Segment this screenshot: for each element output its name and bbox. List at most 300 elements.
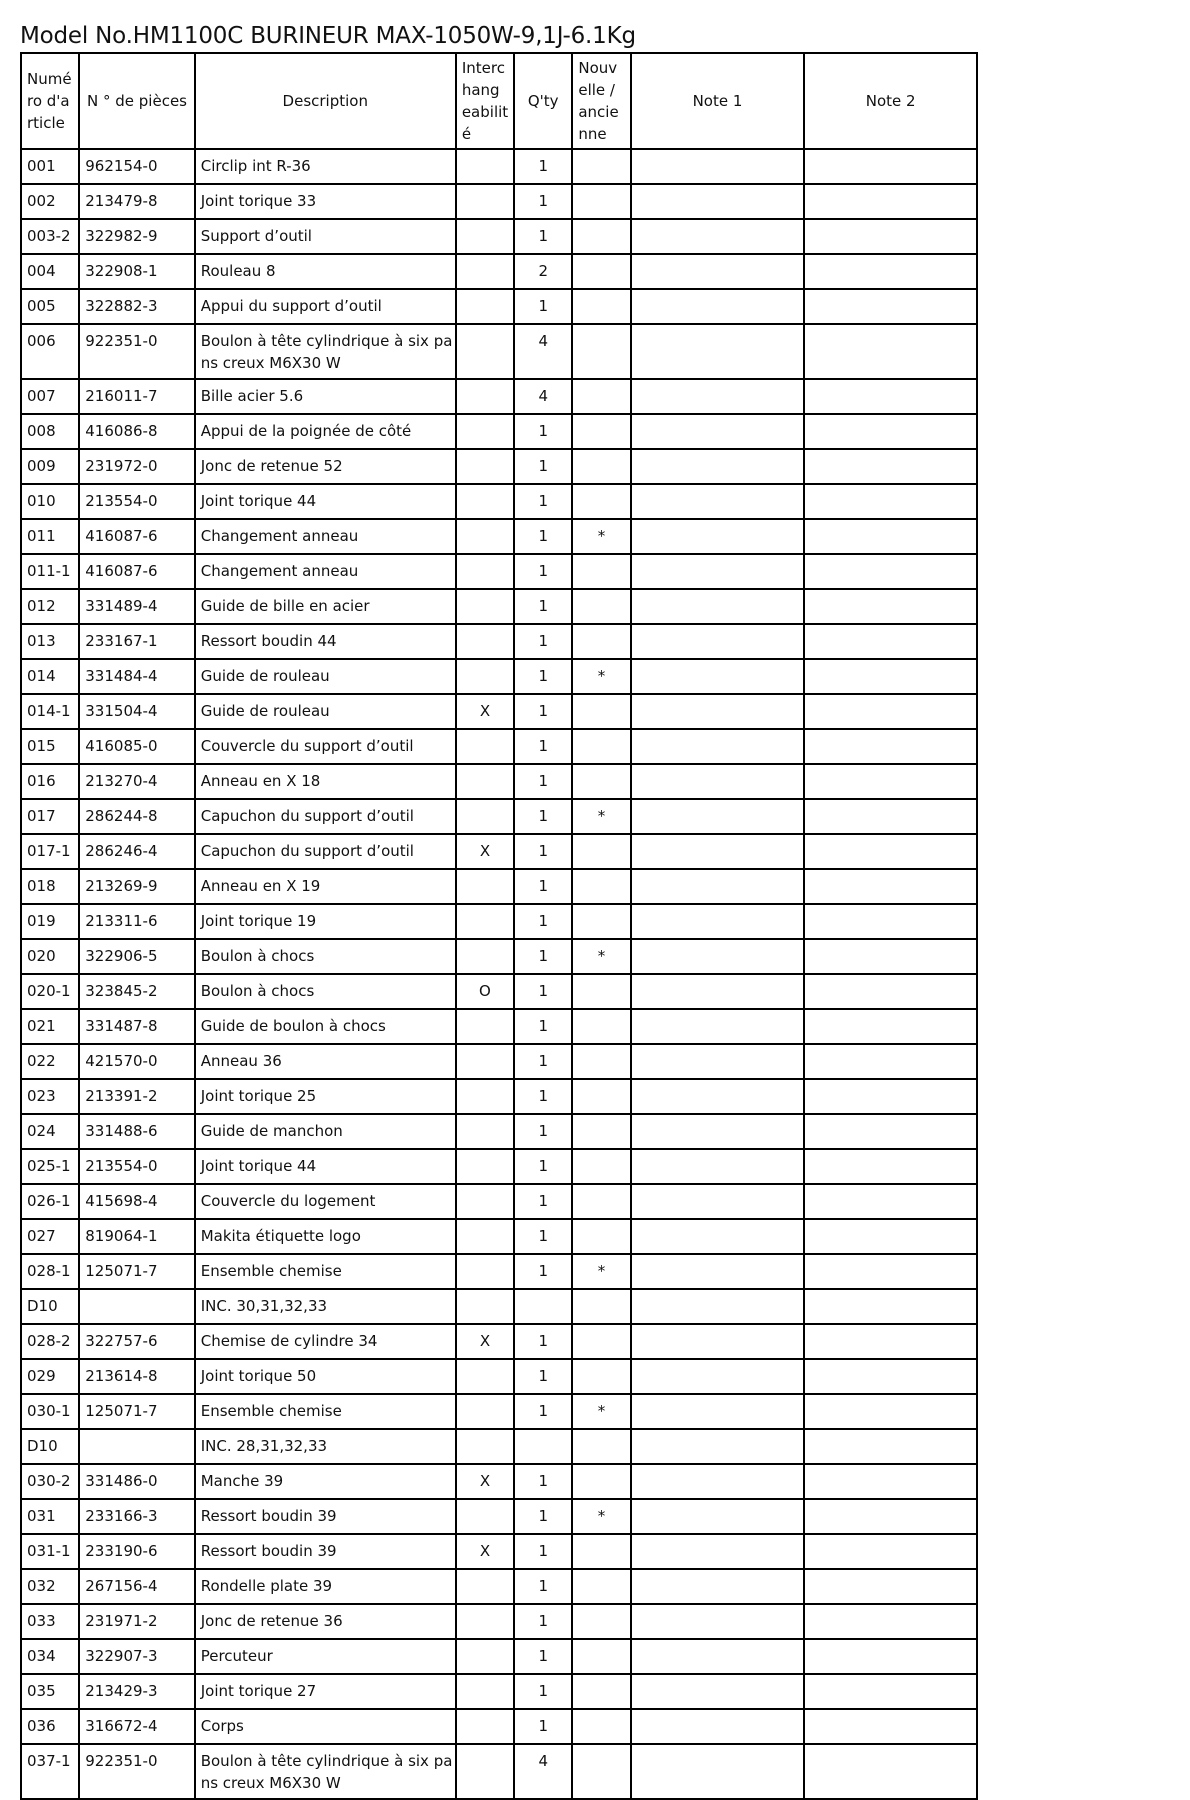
cell-note-1 <box>631 939 805 974</box>
table-row <box>21 1079 977 1114</box>
table-row <box>21 1639 977 1674</box>
cell-item-number: 010 <box>21 484 79 519</box>
cell-part-number: 286246-4 <box>79 834 194 869</box>
cell-new-old <box>572 764 630 799</box>
column-header-interchangeability: Interc hang eabilit é <box>456 53 514 149</box>
cell-description: INC. 28,31,32,33 <box>195 1429 456 1464</box>
cell-description: Ensemble chemise <box>195 1254 456 1289</box>
cell-item-number: 017-1 <box>21 834 79 869</box>
cell-quantity: 1 <box>514 1534 572 1569</box>
cell-description: Capuchon du support d’outil <box>195 799 456 834</box>
cell-part-number: 819064-1 <box>79 1219 194 1254</box>
cell-quantity: 1 <box>514 449 572 484</box>
cell-interchangeability <box>456 219 514 254</box>
cell-quantity: 1 <box>514 1079 572 1114</box>
cell-quantity: 1 <box>514 659 572 694</box>
table-row <box>21 1394 977 1429</box>
cell-item-number: 026-1 <box>21 1184 79 1219</box>
cell-quantity: 1 <box>514 1569 572 1604</box>
cell-quantity: 4 <box>514 324 572 379</box>
cell-description: Couvercle du logement <box>195 1184 456 1219</box>
cell-item-number: 008 <box>21 414 79 449</box>
cell-quantity: 1 <box>514 289 572 324</box>
cell-item-number: 030-2 <box>21 1464 79 1499</box>
cell-item-number: 007 <box>21 379 79 414</box>
cell-note-2 <box>804 1674 977 1709</box>
table-row <box>21 414 977 449</box>
cell-part-number: 233166-3 <box>79 1499 194 1534</box>
cell-note-2 <box>804 519 977 554</box>
cell-interchangeability <box>456 1254 514 1289</box>
table-row <box>21 974 977 1009</box>
cell-item-number: 027 <box>21 1219 79 1254</box>
cell-new-old <box>572 149 630 184</box>
cell-quantity <box>514 1429 572 1464</box>
cell-item-number: 033 <box>21 1604 79 1639</box>
cell-note-2 <box>804 974 977 1009</box>
cell-quantity: 1 <box>514 184 572 219</box>
cell-new-old <box>572 1604 630 1639</box>
cell-part-number: 213479-8 <box>79 184 194 219</box>
cell-interchangeability: X <box>456 834 514 869</box>
cell-note-1 <box>631 1114 805 1149</box>
cell-new-old <box>572 1079 630 1114</box>
cell-part-number: 233167-1 <box>79 624 194 659</box>
cell-part-number: 962154-0 <box>79 149 194 184</box>
table-row <box>21 1569 977 1604</box>
table-row <box>21 1114 977 1149</box>
cell-quantity: 1 <box>514 589 572 624</box>
cell-item-number: 031 <box>21 1499 79 1534</box>
page-title: Model No.HM1100C BURINEUR MAX-1050W-9,1J-6.1Kg <box>20 23 636 49</box>
cell-note-1 <box>631 1289 805 1324</box>
cell-description: Ensemble chemise <box>195 1394 456 1429</box>
cell-new-old <box>572 624 630 659</box>
cell-note-2 <box>804 1604 977 1639</box>
table-row <box>21 1709 977 1744</box>
cell-new-old <box>572 834 630 869</box>
cell-note-1 <box>631 904 805 939</box>
cell-quantity: 1 <box>514 1009 572 1044</box>
parts-table <box>20 52 978 1800</box>
table-row <box>21 1009 977 1044</box>
table-row <box>21 1289 977 1324</box>
cell-new-old <box>572 184 630 219</box>
cell-item-number: 016 <box>21 764 79 799</box>
cell-item-number: 022 <box>21 1044 79 1079</box>
table-row <box>21 939 977 974</box>
cell-interchangeability <box>456 1709 514 1744</box>
cell-note-2 <box>804 1009 977 1044</box>
table-row <box>21 219 977 254</box>
cell-part-number: 922351-0 <box>79 1744 194 1799</box>
cell-item-number: 011 <box>21 519 79 554</box>
cell-item-number: 012 <box>21 589 79 624</box>
cell-note-2 <box>804 1219 977 1254</box>
cell-part-number: 231971-2 <box>79 1604 194 1639</box>
cell-interchangeability: X <box>456 1324 514 1359</box>
cell-description: Guide de manchon <box>195 1114 456 1149</box>
cell-note-2 <box>804 254 977 289</box>
cell-part-number: 216011-7 <box>79 379 194 414</box>
cell-new-old: * <box>572 519 630 554</box>
cell-part-number: 125071-7 <box>79 1394 194 1429</box>
cell-item-number: 035 <box>21 1674 79 1709</box>
cell-note-1 <box>631 1394 805 1429</box>
cell-description: Capuchon du support d’outil <box>195 834 456 869</box>
cell-interchangeability <box>456 1429 514 1464</box>
cell-item-number: 030-1 <box>21 1394 79 1429</box>
cell-quantity: 1 <box>514 869 572 904</box>
cell-interchangeability <box>456 289 514 324</box>
column-header-note-2: Note 2 <box>804 53 977 149</box>
cell-note-2 <box>804 484 977 519</box>
table-body <box>21 149 977 1799</box>
cell-interchangeability <box>456 1114 514 1149</box>
cell-description: Support d’outil <box>195 219 456 254</box>
cell-part-number: 286244-8 <box>79 799 194 834</box>
cell-interchangeability <box>456 589 514 624</box>
cell-interchangeability <box>456 1009 514 1044</box>
cell-quantity: 1 <box>514 1499 572 1534</box>
column-header-description: Description <box>195 53 456 149</box>
cell-part-number: 213311-6 <box>79 904 194 939</box>
cell-new-old <box>572 1149 630 1184</box>
cell-item-number: 005 <box>21 289 79 324</box>
cell-quantity: 1 <box>514 799 572 834</box>
table-row <box>21 449 977 484</box>
cell-quantity: 1 <box>514 414 572 449</box>
cell-quantity: 4 <box>514 379 572 414</box>
table-row <box>21 289 977 324</box>
cell-new-old <box>572 1114 630 1149</box>
cell-interchangeability <box>456 1639 514 1674</box>
cell-note-1 <box>631 1674 805 1709</box>
cell-note-1 <box>631 764 805 799</box>
cell-note-1 <box>631 449 805 484</box>
cell-description: Boulon à tête cylindrique à six pa ns creux M6X30 W <box>195 1744 456 1799</box>
cell-item-number: 025-1 <box>21 1149 79 1184</box>
cell-note-1 <box>631 184 805 219</box>
cell-quantity: 1 <box>514 729 572 764</box>
table-row <box>21 149 977 184</box>
cell-note-1 <box>631 554 805 589</box>
cell-description: Joint torique 50 <box>195 1359 456 1394</box>
cell-note-1 <box>631 1219 805 1254</box>
cell-note-2 <box>804 324 977 379</box>
cell-note-2 <box>804 939 977 974</box>
cell-quantity: 1 <box>514 149 572 184</box>
cell-interchangeability <box>456 869 514 904</box>
cell-quantity: 1 <box>514 1114 572 1149</box>
cell-quantity: 1 <box>514 1219 572 1254</box>
cell-interchangeability <box>456 1149 514 1184</box>
cell-new-old: * <box>572 1499 630 1534</box>
table-row <box>21 764 977 799</box>
cell-description: INC. 30,31,32,33 <box>195 1289 456 1324</box>
cell-item-number: D10 <box>21 1429 79 1464</box>
cell-note-1 <box>631 624 805 659</box>
table-row <box>21 1674 977 1709</box>
column-header-quantity: Q'ty <box>514 53 572 149</box>
cell-item-number: 021 <box>21 1009 79 1044</box>
cell-quantity: 1 <box>514 554 572 589</box>
cell-note-2 <box>804 1044 977 1079</box>
table-row <box>21 184 977 219</box>
cell-item-number: 020-1 <box>21 974 79 1009</box>
cell-quantity <box>514 1289 572 1324</box>
cell-new-old <box>572 379 630 414</box>
cell-item-number: 028-1 <box>21 1254 79 1289</box>
cell-note-2 <box>804 1324 977 1359</box>
cell-note-1 <box>631 519 805 554</box>
cell-note-2 <box>804 694 977 729</box>
cell-note-2 <box>804 1114 977 1149</box>
cell-description: Changement anneau <box>195 519 456 554</box>
cell-interchangeability <box>456 1044 514 1079</box>
cell-item-number: 014-1 <box>21 694 79 729</box>
cell-description: Guide de boulon à chocs <box>195 1009 456 1044</box>
cell-new-old <box>572 1324 630 1359</box>
table-row <box>21 554 977 589</box>
cell-item-number: 023 <box>21 1079 79 1114</box>
cell-item-number: 020 <box>21 939 79 974</box>
table-row <box>21 694 977 729</box>
table-row <box>21 1184 977 1219</box>
table-row <box>21 1254 977 1289</box>
cell-new-old <box>572 694 630 729</box>
cell-interchangeability <box>456 1079 514 1114</box>
cell-note-1 <box>631 1744 805 1799</box>
cell-description: Chemise de cylindre 34 <box>195 1324 456 1359</box>
cell-note-1 <box>631 869 805 904</box>
cell-interchangeability <box>456 1289 514 1324</box>
cell-part-number: 416087-6 <box>79 519 194 554</box>
cell-note-2 <box>804 1149 977 1184</box>
cell-note-1 <box>631 589 805 624</box>
cell-description: Joint torique 19 <box>195 904 456 939</box>
cell-new-old <box>572 1569 630 1604</box>
table-row <box>21 869 977 904</box>
cell-new-old <box>572 1674 630 1709</box>
cell-part-number: 316672-4 <box>79 1709 194 1744</box>
cell-note-1 <box>631 1324 805 1359</box>
cell-note-1 <box>631 1534 805 1569</box>
cell-part-number <box>79 1429 194 1464</box>
cell-part-number: 322907-3 <box>79 1639 194 1674</box>
cell-interchangeability <box>456 449 514 484</box>
table-header <box>21 53 977 149</box>
cell-new-old <box>572 904 630 939</box>
cell-note-2 <box>804 414 977 449</box>
cell-item-number: 018 <box>21 869 79 904</box>
cell-new-old <box>572 1044 630 1079</box>
cell-note-2 <box>804 589 977 624</box>
cell-note-1 <box>631 1184 805 1219</box>
cell-description: Guide de rouleau <box>195 694 456 729</box>
cell-description: Corps <box>195 1709 456 1744</box>
cell-description: Joint torique 44 <box>195 484 456 519</box>
cell-interchangeability <box>456 1394 514 1429</box>
cell-description: Rondelle plate 39 <box>195 1569 456 1604</box>
table-row <box>21 324 977 379</box>
cell-new-old <box>572 869 630 904</box>
table-row <box>21 1499 977 1534</box>
cell-new-old <box>572 289 630 324</box>
cell-part-number: 322882-3 <box>79 289 194 324</box>
cell-interchangeability <box>456 1184 514 1219</box>
table-row <box>21 834 977 869</box>
cell-note-2 <box>804 1359 977 1394</box>
cell-interchangeability <box>456 1359 514 1394</box>
cell-interchangeability: X <box>456 1464 514 1499</box>
cell-note-2 <box>804 1639 977 1674</box>
cell-item-number: 028-2 <box>21 1324 79 1359</box>
cell-part-number: 322982-9 <box>79 219 194 254</box>
cell-quantity: 1 <box>514 484 572 519</box>
cell-interchangeability <box>456 1499 514 1534</box>
cell-interchangeability: O <box>456 974 514 1009</box>
cell-new-old <box>572 1534 630 1569</box>
cell-note-2 <box>804 1184 977 1219</box>
cell-quantity: 1 <box>514 694 572 729</box>
column-header-note-1: Note 1 <box>631 53 805 149</box>
cell-quantity: 1 <box>514 1044 572 1079</box>
cell-item-number: 029 <box>21 1359 79 1394</box>
cell-part-number: 213614-8 <box>79 1359 194 1394</box>
cell-part-number: 322757-6 <box>79 1324 194 1359</box>
cell-note-1 <box>631 219 805 254</box>
table-row <box>21 254 977 289</box>
column-header-part-number: N ° de pièces <box>79 53 194 149</box>
cell-interchangeability <box>456 379 514 414</box>
cell-quantity: 1 <box>514 904 572 939</box>
cell-note-1 <box>631 1044 805 1079</box>
cell-item-number: 036 <box>21 1709 79 1744</box>
cell-interchangeability <box>456 414 514 449</box>
cell-part-number: 231972-0 <box>79 449 194 484</box>
cell-note-2 <box>804 1534 977 1569</box>
cell-note-2 <box>804 1394 977 1429</box>
cell-part-number: 331504-4 <box>79 694 194 729</box>
cell-note-1 <box>631 1639 805 1674</box>
cell-description: Rouleau 8 <box>195 254 456 289</box>
cell-description: Appui de la poignée de côté <box>195 414 456 449</box>
cell-new-old <box>572 729 630 764</box>
cell-interchangeability <box>456 799 514 834</box>
cell-description: Jonc de retenue 36 <box>195 1604 456 1639</box>
cell-description: Jonc de retenue 52 <box>195 449 456 484</box>
cell-note-1 <box>631 974 805 1009</box>
cell-part-number <box>79 1289 194 1324</box>
table-row <box>21 1324 977 1359</box>
cell-new-old <box>572 1639 630 1674</box>
cell-quantity: 1 <box>514 1709 572 1744</box>
table-row <box>21 519 977 554</box>
cell-part-number: 331486-0 <box>79 1464 194 1499</box>
cell-description: Bille acier 5.6 <box>195 379 456 414</box>
cell-note-2 <box>804 869 977 904</box>
cell-note-1 <box>631 254 805 289</box>
cell-new-old: * <box>572 1254 630 1289</box>
cell-item-number: 037-1 <box>21 1744 79 1799</box>
cell-note-2 <box>804 659 977 694</box>
cell-item-number: 024 <box>21 1114 79 1149</box>
cell-part-number: 213270-4 <box>79 764 194 799</box>
table-row <box>21 904 977 939</box>
cell-note-2 <box>804 1744 977 1799</box>
cell-item-number: 011-1 <box>21 554 79 589</box>
table-row <box>21 1464 977 1499</box>
cell-note-2 <box>804 1709 977 1744</box>
cell-new-old <box>572 449 630 484</box>
cell-note-2 <box>804 379 977 414</box>
cell-description: Makita étiquette logo <box>195 1219 456 1254</box>
cell-note-1 <box>631 414 805 449</box>
cell-part-number: 322906-5 <box>79 939 194 974</box>
cell-note-2 <box>804 554 977 589</box>
cell-new-old: * <box>572 799 630 834</box>
cell-part-number: 331484-4 <box>79 659 194 694</box>
cell-part-number: 331488-6 <box>79 1114 194 1149</box>
cell-quantity: 1 <box>514 519 572 554</box>
cell-new-old <box>572 484 630 519</box>
column-header-new-old: Nouv elle / ancie nne <box>572 53 630 149</box>
cell-item-number: 003-2 <box>21 219 79 254</box>
cell-part-number: 331489-4 <box>79 589 194 624</box>
cell-item-number: D10 <box>21 1289 79 1324</box>
cell-item-number: 004 <box>21 254 79 289</box>
cell-interchangeability <box>456 149 514 184</box>
cell-description: Appui du support d’outil <box>195 289 456 324</box>
cell-note-1 <box>631 1079 805 1114</box>
cell-new-old <box>572 324 630 379</box>
cell-new-old: * <box>572 1394 630 1429</box>
cell-description: Ressort boudin 39 <box>195 1499 456 1534</box>
cell-note-2 <box>804 184 977 219</box>
cell-description: Percuteur <box>195 1639 456 1674</box>
cell-description: Joint torique 33 <box>195 184 456 219</box>
table-row <box>21 1149 977 1184</box>
cell-note-1 <box>631 694 805 729</box>
cell-part-number: 416087-6 <box>79 554 194 589</box>
cell-part-number: 421570-0 <box>79 1044 194 1079</box>
cell-part-number: 922351-0 <box>79 324 194 379</box>
cell-note-2 <box>804 904 977 939</box>
cell-description: Guide de rouleau <box>195 659 456 694</box>
cell-new-old <box>572 554 630 589</box>
cell-description: Anneau 36 <box>195 1044 456 1079</box>
cell-part-number: 416086-8 <box>79 414 194 449</box>
cell-note-2 <box>804 834 977 869</box>
cell-part-number: 213554-0 <box>79 1149 194 1184</box>
cell-part-number: 323845-2 <box>79 974 194 1009</box>
cell-note-2 <box>804 1464 977 1499</box>
cell-description: Changement anneau <box>195 554 456 589</box>
table-row <box>21 589 977 624</box>
cell-item-number: 019 <box>21 904 79 939</box>
cell-note-1 <box>631 379 805 414</box>
cell-part-number: 233190-6 <box>79 1534 194 1569</box>
cell-item-number: 006 <box>21 324 79 379</box>
cell-quantity: 1 <box>514 834 572 869</box>
cell-item-number: 017 <box>21 799 79 834</box>
cell-note-1 <box>631 1709 805 1744</box>
cell-new-old <box>572 1289 630 1324</box>
cell-quantity: 1 <box>514 1464 572 1499</box>
cell-note-2 <box>804 149 977 184</box>
cell-interchangeability <box>456 324 514 379</box>
